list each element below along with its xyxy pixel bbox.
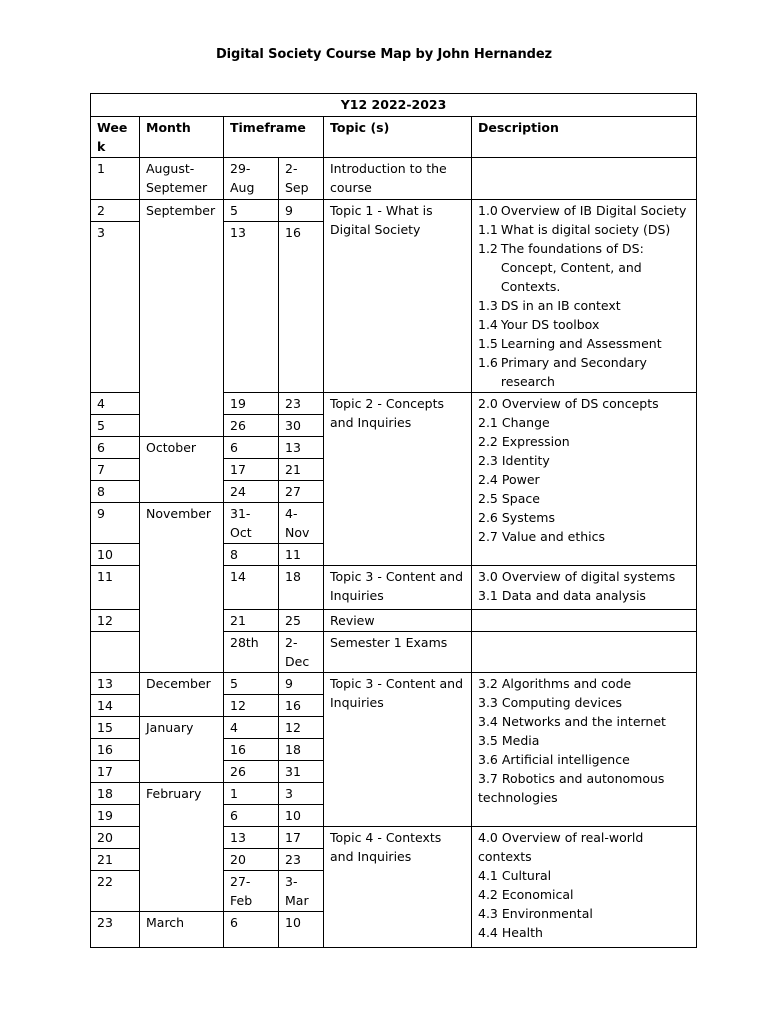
start-date-cell: 5 bbox=[224, 673, 279, 695]
topic-cell: Topic 1 - What is Digital Society bbox=[324, 200, 472, 393]
description-cell bbox=[472, 200, 697, 393]
item-number: 3.0 bbox=[478, 569, 498, 584]
start-date-cell: 13 bbox=[224, 827, 279, 849]
description-cell bbox=[472, 158, 697, 200]
item-number: 3.3 bbox=[478, 695, 498, 710]
week-cell: 12 bbox=[91, 610, 140, 632]
item-text: Value and ethics bbox=[501, 529, 606, 544]
week-cell: 21 bbox=[91, 849, 140, 871]
start-date-cell: 17 bbox=[224, 459, 279, 481]
item-number: 4.1 bbox=[478, 868, 498, 883]
topic-cell: Topic 2 - Concepts and Inquiries bbox=[324, 393, 472, 566]
start-date-cell: 26 bbox=[224, 415, 279, 437]
description-item bbox=[478, 296, 690, 315]
item-text: The foundations of DS: Concept, Content, and Contexts. bbox=[500, 241, 644, 294]
week-cell: 22 bbox=[91, 871, 140, 912]
column-header-row bbox=[91, 117, 697, 158]
item-text: Your DS toolbox bbox=[500, 317, 600, 332]
description-cell bbox=[472, 632, 697, 673]
week-cell: 9 bbox=[91, 503, 140, 544]
description-cell bbox=[472, 610, 697, 632]
end-date-cell: 25 bbox=[279, 610, 324, 632]
item-text: What is digital society (DS) bbox=[500, 222, 671, 237]
item-number: 3.6 bbox=[478, 752, 498, 767]
end-date-cell: 4-Nov bbox=[279, 503, 324, 544]
week-cell: 19 bbox=[91, 805, 140, 827]
end-date-cell: 9 bbox=[279, 200, 324, 222]
month-cell: November bbox=[140, 503, 224, 673]
item-text: Overview of digital systems bbox=[501, 569, 676, 584]
description-item bbox=[478, 201, 690, 220]
item-text: Primary and Secondary research bbox=[500, 355, 647, 389]
description-cell bbox=[472, 566, 697, 610]
description-item bbox=[478, 674, 690, 693]
week-cell: 17 bbox=[91, 761, 140, 783]
description-item bbox=[478, 586, 690, 605]
item-number: 2.5 bbox=[478, 491, 498, 506]
item-text: DS in an IB context bbox=[500, 298, 621, 313]
description-item bbox=[478, 693, 690, 712]
timeframe-column-header: Timeframe bbox=[224, 117, 324, 158]
item-text: Data and data analysis bbox=[501, 588, 646, 603]
end-date-cell: 10 bbox=[279, 805, 324, 827]
week-cell: 8 bbox=[91, 481, 140, 503]
item-text: Overview of real-world contexts bbox=[478, 830, 644, 864]
end-date-cell: 12 bbox=[279, 717, 324, 739]
item-text: Overview of IB Digital Society bbox=[500, 203, 687, 218]
item-text: Learning and Assessment bbox=[500, 336, 662, 351]
description-item bbox=[478, 828, 690, 866]
start-date-cell: 6 bbox=[224, 912, 279, 948]
week-cell: 3 bbox=[91, 222, 140, 393]
start-date-cell: 5 bbox=[224, 200, 279, 222]
start-date-cell: 29-Aug bbox=[224, 158, 279, 200]
week-cell: 4 bbox=[91, 393, 140, 415]
course-map-table bbox=[90, 93, 697, 948]
item-number: 3.7 bbox=[478, 771, 498, 786]
week-cell: 7 bbox=[91, 459, 140, 481]
month-cell: February bbox=[140, 783, 224, 912]
start-date-cell: 4 bbox=[224, 717, 279, 739]
item-number: 2.1 bbox=[478, 415, 498, 430]
description-cell bbox=[472, 393, 697, 566]
table-row bbox=[91, 673, 697, 695]
end-date-cell: 21 bbox=[279, 459, 324, 481]
description-item bbox=[478, 239, 690, 296]
item-text: Media bbox=[501, 733, 540, 748]
description-item bbox=[478, 470, 690, 489]
description-item bbox=[478, 451, 690, 470]
end-date-cell: 3 bbox=[279, 783, 324, 805]
item-number: 1.4 bbox=[478, 317, 498, 332]
start-date-cell: 19 bbox=[224, 393, 279, 415]
item-text: Computing devices bbox=[501, 695, 623, 710]
item-text: Overview of DS concepts bbox=[501, 396, 659, 411]
topic-cell: Topic 3 - Content and Inquiries bbox=[324, 673, 472, 827]
end-date-cell: 9 bbox=[279, 673, 324, 695]
week-cell: 2 bbox=[91, 200, 140, 222]
item-number: 4.2 bbox=[478, 887, 498, 902]
topic-cell: Semester 1 Exams bbox=[324, 632, 472, 673]
item-number: 2.0 bbox=[478, 396, 498, 411]
month-cell: August-Septemer bbox=[140, 158, 224, 200]
start-date-cell: 27-Feb bbox=[224, 871, 279, 912]
start-date-cell: 28th bbox=[224, 632, 279, 673]
item-number: 1.2 bbox=[478, 241, 498, 256]
description-item bbox=[478, 567, 690, 586]
description-item bbox=[478, 712, 690, 731]
week-cell: 14 bbox=[91, 695, 140, 717]
topic-cell: Topic 3 - Content and Inquiries bbox=[324, 566, 472, 610]
item-text: Systems bbox=[501, 510, 555, 525]
item-number: 1.1 bbox=[478, 222, 498, 237]
item-text: Economical bbox=[501, 887, 574, 902]
month-cell: January bbox=[140, 717, 224, 783]
description-item bbox=[478, 432, 690, 451]
item-number: 4.4 bbox=[478, 925, 498, 940]
topic-cell: Topic 4 - Contexts and Inquiries bbox=[324, 827, 472, 948]
start-date-cell: 14 bbox=[224, 566, 279, 610]
end-date-cell: 27 bbox=[279, 481, 324, 503]
start-date-cell: 31-Oct bbox=[224, 503, 279, 544]
description-item bbox=[478, 489, 690, 508]
end-date-cell: 17 bbox=[279, 827, 324, 849]
week-cell: 11 bbox=[91, 566, 140, 610]
description-item bbox=[478, 334, 690, 353]
end-date-cell: 11 bbox=[279, 544, 324, 566]
topic-column-header: Topic (s) bbox=[324, 117, 472, 158]
item-number: 2.4 bbox=[478, 472, 498, 487]
week-cell bbox=[91, 632, 140, 673]
item-text: Identity bbox=[501, 453, 550, 468]
item-number: 4.3 bbox=[478, 906, 498, 921]
description-item bbox=[478, 769, 690, 807]
week-cell: 6 bbox=[91, 437, 140, 459]
week-cell: 18 bbox=[91, 783, 140, 805]
item-number: 1.5 bbox=[478, 336, 498, 351]
month-cell: March bbox=[140, 912, 224, 948]
year-header-row bbox=[91, 94, 697, 117]
week-cell: 10 bbox=[91, 544, 140, 566]
start-date-cell: 1 bbox=[224, 783, 279, 805]
end-date-cell: 16 bbox=[279, 222, 324, 393]
description-item bbox=[478, 413, 690, 432]
description-item bbox=[478, 885, 690, 904]
end-date-cell: 13 bbox=[279, 437, 324, 459]
end-date-cell: 23 bbox=[279, 393, 324, 415]
table-row bbox=[91, 158, 697, 200]
week-cell: 16 bbox=[91, 739, 140, 761]
week-column-header: Week bbox=[91, 117, 140, 158]
item-number: 3.4 bbox=[478, 714, 498, 729]
start-date-cell: 12 bbox=[224, 695, 279, 717]
month-column-header: Month bbox=[140, 117, 224, 158]
end-date-cell: 10 bbox=[279, 912, 324, 948]
description-item bbox=[478, 904, 690, 923]
week-cell: 20 bbox=[91, 827, 140, 849]
item-text: Change bbox=[501, 415, 550, 430]
week-cell: 5 bbox=[91, 415, 140, 437]
item-text: Power bbox=[501, 472, 540, 487]
start-date-cell: 20 bbox=[224, 849, 279, 871]
item-text: Artificial intelligence bbox=[501, 752, 630, 767]
week-cell: 23 bbox=[91, 912, 140, 948]
month-cell: September bbox=[140, 200, 224, 437]
description-item bbox=[478, 315, 690, 334]
end-date-cell: 3-Mar bbox=[279, 871, 324, 912]
description-item bbox=[478, 394, 690, 413]
description-item bbox=[478, 220, 690, 239]
item-text: Health bbox=[501, 925, 543, 940]
end-date-cell: 16 bbox=[279, 695, 324, 717]
week-cell: 1 bbox=[91, 158, 140, 200]
description-cell bbox=[472, 673, 697, 827]
item-number: 1.6 bbox=[478, 355, 498, 370]
end-date-cell: 23 bbox=[279, 849, 324, 871]
item-number: 3.5 bbox=[478, 733, 498, 748]
item-number: 2.6 bbox=[478, 510, 498, 525]
start-date-cell: 8 bbox=[224, 544, 279, 566]
description-item bbox=[478, 508, 690, 527]
item-text: Networks and the internet bbox=[501, 714, 666, 729]
start-date-cell: 26 bbox=[224, 761, 279, 783]
start-date-cell: 13 bbox=[224, 222, 279, 393]
topic-cell: Review bbox=[324, 610, 472, 632]
table-row bbox=[91, 200, 697, 222]
document-title: Digital Society Course Map by John Hernandez bbox=[215, 47, 552, 62]
description-item bbox=[478, 731, 690, 750]
item-number: 3.2 bbox=[478, 676, 498, 691]
month-cell: October bbox=[140, 437, 224, 503]
month-cell: December bbox=[140, 673, 224, 717]
start-date-cell: 6 bbox=[224, 437, 279, 459]
year-heading: Y12 2022-2023 bbox=[91, 94, 697, 117]
description-item bbox=[478, 527, 690, 546]
description-column-header: Description bbox=[472, 117, 697, 158]
end-date-cell: 31 bbox=[279, 761, 324, 783]
start-date-cell: 21 bbox=[224, 610, 279, 632]
start-date-cell: 6 bbox=[224, 805, 279, 827]
item-text: Robotics and autonomous technologies bbox=[478, 771, 665, 805]
item-number: 2.2 bbox=[478, 434, 498, 449]
end-date-cell: 18 bbox=[279, 739, 324, 761]
item-text: Algorithms and code bbox=[501, 676, 632, 691]
description-item bbox=[478, 923, 690, 942]
description-item bbox=[478, 750, 690, 769]
start-date-cell: 24 bbox=[224, 481, 279, 503]
item-number: 2.3 bbox=[478, 453, 498, 468]
start-date-cell: 16 bbox=[224, 739, 279, 761]
item-number: 2.7 bbox=[478, 529, 498, 544]
item-text: Expression bbox=[501, 434, 570, 449]
topic-cell: Introduction to the course bbox=[324, 158, 472, 200]
end-date-cell: 18 bbox=[279, 566, 324, 610]
item-text: Cultural bbox=[501, 868, 552, 883]
week-cell: 13 bbox=[91, 673, 140, 695]
item-text: Space bbox=[501, 491, 540, 506]
end-date-cell: 2-Dec bbox=[279, 632, 324, 673]
end-date-cell: 30 bbox=[279, 415, 324, 437]
description-item bbox=[478, 866, 690, 885]
item-number: 4.0 bbox=[478, 830, 498, 845]
week-cell: 15 bbox=[91, 717, 140, 739]
item-number: 1.3 bbox=[478, 298, 498, 313]
description-item bbox=[478, 353, 690, 391]
item-number: 1.0 bbox=[478, 203, 498, 218]
item-number: 3.1 bbox=[478, 588, 498, 603]
item-text: Environmental bbox=[501, 906, 593, 921]
end-date-cell: 2-Sep bbox=[279, 158, 324, 200]
description-cell bbox=[472, 827, 697, 948]
